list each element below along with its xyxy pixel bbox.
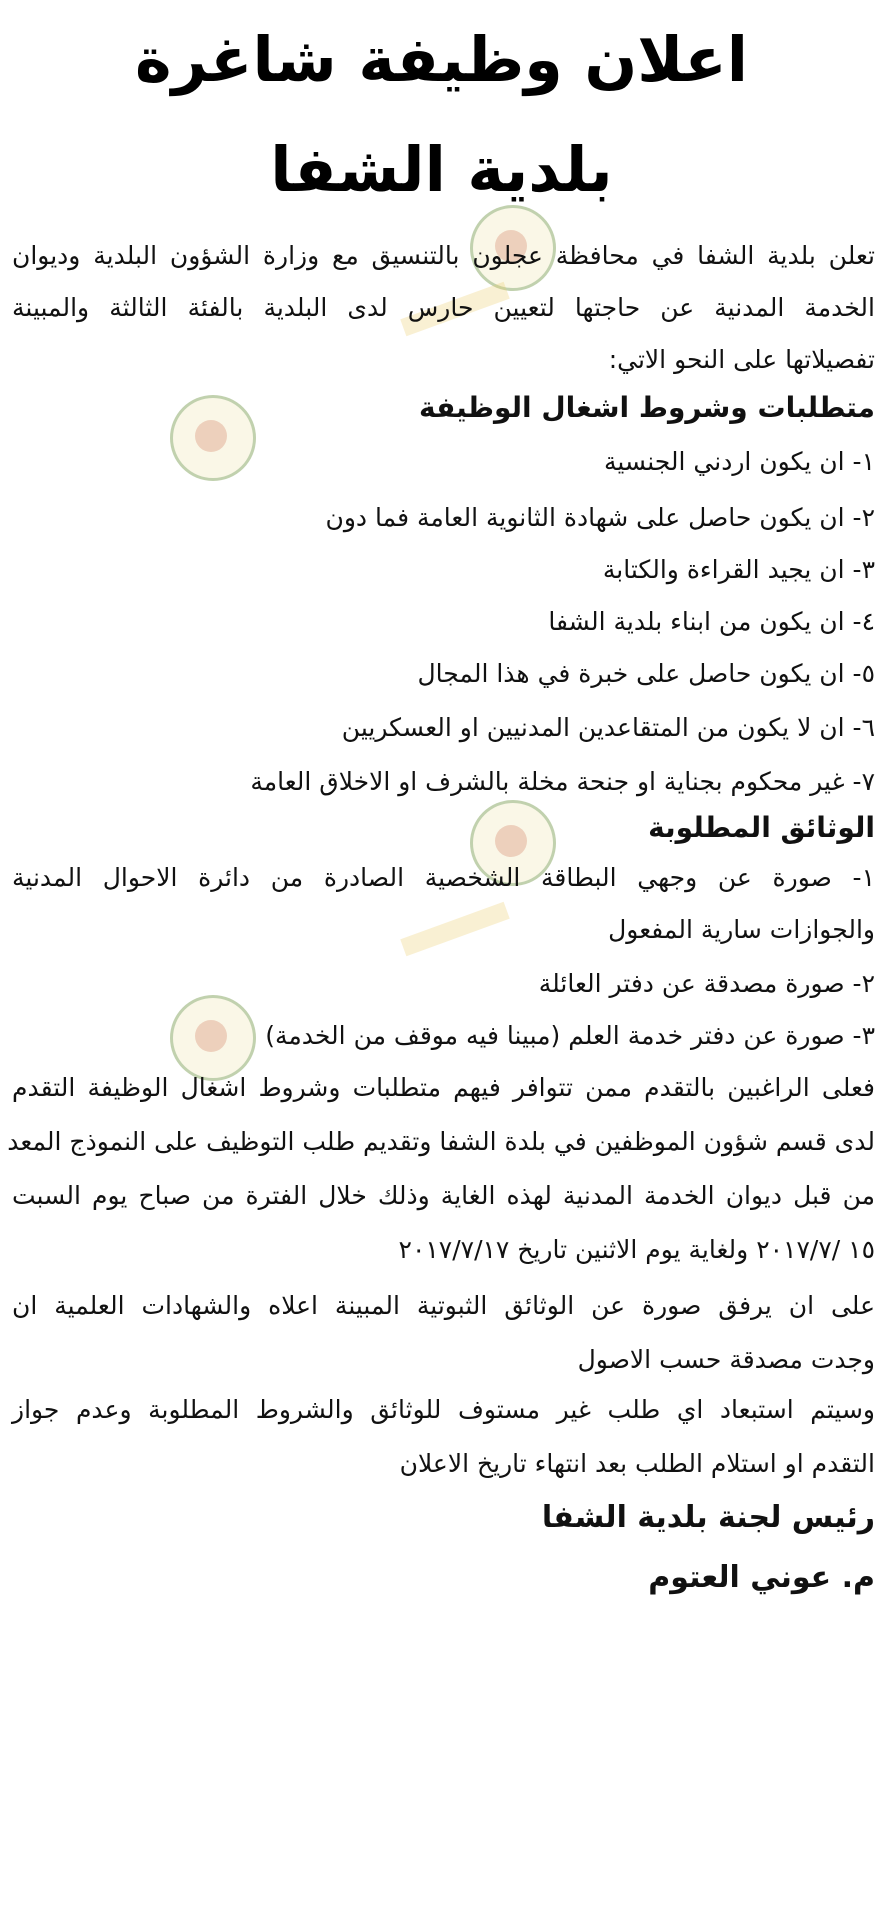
attach-line: وجدت مصدقة حسب الاصول <box>577 1345 875 1374</box>
document-item: ٣- صورة عن دفتر خدمة العلم (مبينا فيه موقف من الخدمة) <box>265 1021 875 1050</box>
watermark-seal-icon <box>170 995 256 1081</box>
requirement-item: ٢- ان يكون حاصل على شهادة الثانوية العامة فما دون <box>325 503 875 532</box>
applying-line: فعلى الراغبين بالتقدم ممن تتوافر فيهم متطلبات وشروط اشغال الوظيفة التقدم <box>12 1073 875 1102</box>
signature-name: م. عوني العتوم <box>648 1560 875 1595</box>
requirement-item: ٣- ان يجيد القراءة والكتابة <box>602 555 875 584</box>
watermark-seal-icon <box>170 395 256 481</box>
signature-title: رئيس لجنة بلدية الشفا <box>541 1500 875 1535</box>
intro-line: تفصيلاتها على النحو الاتي: <box>608 345 875 374</box>
document-item: والجوازات سارية المفعول <box>608 915 875 944</box>
attach-line: على ان يرفق صورة عن الوثائق الثبوتية المبينة اعلاه والشهادات العلمية ان <box>12 1291 875 1320</box>
page-title: اعلان وظيفة شاغرة <box>134 23 748 96</box>
requirement-item: ٤- ان يكون من ابناء بلدية الشفا <box>548 607 875 636</box>
intro-line: تعلن بلدية الشفا في محافظة عجلون بالتنسيق مع وزارة الشؤون البلدية وديوان <box>12 241 875 270</box>
watermark-ribbon <box>400 902 510 957</box>
exclusion-line: وسيتم استبعاد اي طلب غير مستوف للوثائق والشروط المطلوبة وعدم جواز <box>12 1395 875 1424</box>
applying-line: من قبل ديوان الخدمة المدنية لهذه الغاية وذلك خلال الفترة من صباح يوم السبت <box>12 1181 875 1210</box>
documents-heading: الوثائق المطلوبة <box>648 811 875 844</box>
exclusion-line: التقدم او استلام الطلب بعد انتهاء تاريخ الاعلان <box>399 1449 875 1478</box>
document-item: ٢- صورة مصدقة عن دفتر العائلة <box>538 969 875 998</box>
intro-line: الخدمة المدنية عن حاجتها لتعيين حارس لدى البلدية بالفئة الثالثة والمبينة <box>12 293 875 322</box>
requirements-heading: متطلبات وشروط اشغال الوظيفة <box>419 391 875 424</box>
requirement-item: ٦- ان لا يكون من المتقاعدين المدنيين او العسكريين <box>341 713 875 742</box>
requirement-item: ٥- ان يكون حاصل على خبرة في هذا المجال <box>417 659 875 688</box>
document-item: ١- صورة عن وجهي البطاقة الشخصية الصادرة من دائرة الاحوال المدنية <box>12 863 875 892</box>
applying-line: لدى قسم شؤون الموظفين في بلدة الشفا وتقديم طلب التوظيف على النموذج المعد <box>7 1127 875 1156</box>
requirement-item: ١- ان يكون اردني الجنسية <box>603 447 875 476</box>
municipality-name: بلدية الشفا <box>270 133 613 206</box>
applying-line: ١٥ /٢٠١٧/٧ ولغاية يوم الاثنين تاريخ ٢٠١٧/٧/١٧ <box>398 1235 875 1264</box>
requirement-item: ٧- غير محكوم بجناية او جنحة مخلة بالشرف او الاخلاق العامة <box>250 767 875 796</box>
